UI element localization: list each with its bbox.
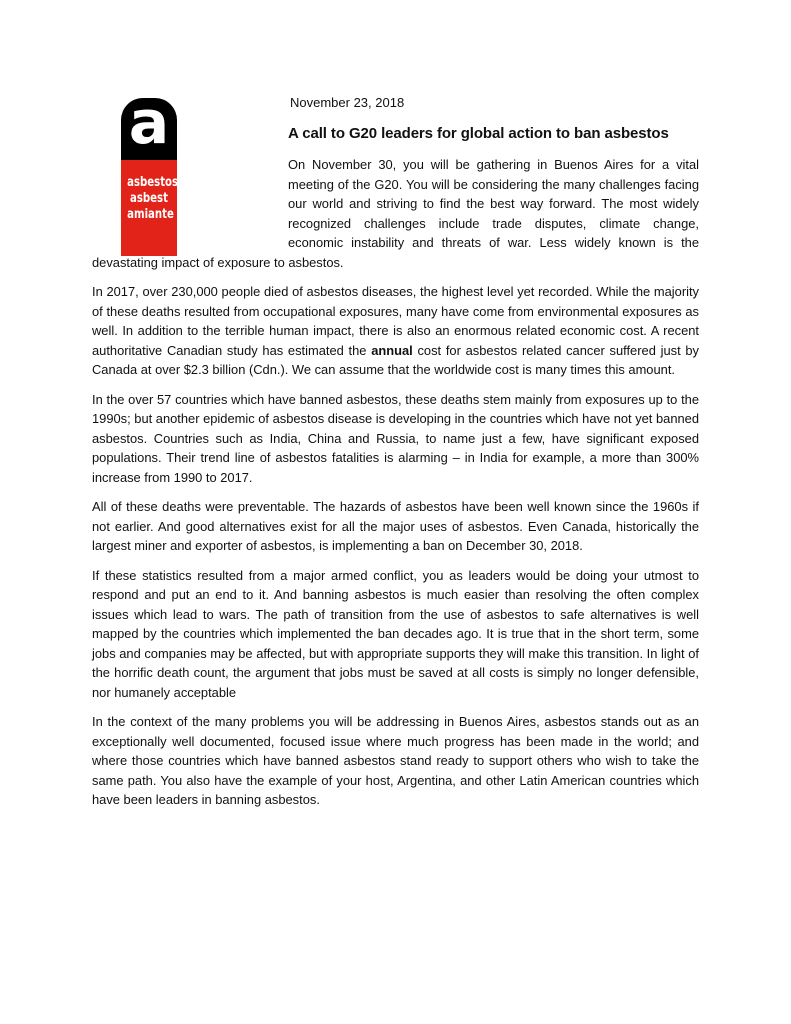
logo-word-asbestos: asbestos bbox=[127, 175, 179, 190]
paragraph-1: On November 30, you will be gathering in Buenos Aires for a vital meeting of the G20. You will be considering the many challenges facing our world and striving to find the best way forward. The most widely recognized challenges include trade disputes, climate change, economic instability and threats of war. Less widely known is the devastating impact of exposure to asbestos. bbox=[92, 157, 699, 270]
paragraph-4: All of these deaths were preventable. The hazards of asbestos have been well known since the 1960s if not earlier. And good alternatives exist for all the major uses of asbestos. Even Canada, historically the largest miner and exporter of asbestos, is implementing a ban on December 30, 2018. bbox=[92, 499, 699, 553]
letter-page bbox=[92, 0, 700, 1024]
paragraph-2 bbox=[92, 282, 699, 380]
logo-top-block bbox=[121, 98, 177, 160]
logo-wrap-spacer bbox=[92, 155, 288, 252]
paragraph-3: In the over 57 countries which have banned asbestos, these deaths stem mainly from exposures up to the 1990s; but another epidemic of asbestos disease is developing in the countries which have not yet banned asbestos. Countries such as India, China and Russia, to name just a few, have significant exposed populations. Their trend line of asbestos fatalities is alarming – in India for example, a more than 300% increase from 1990 to 2017. bbox=[92, 391, 699, 485]
logo-letter: a bbox=[128, 98, 170, 158]
letter-title: A call to G20 leaders for global action to ban asbestos bbox=[288, 125, 669, 142]
paragraph-2-text-b: cost for asbestos related cancer suffered just by Canada at over $2.3 billion (Cdn.). We can assume that the worldwide cost is many times this amount. bbox=[92, 342, 699, 377]
paragraph-6: In the context of the many problems you will be addressing in Buenos Aires, asbestos stands out as an exceptionally well documented, focused issue where much progress has been made in the world; and where those countries which have banned asbestos stand ready to support others who wish to take the same path. You also have the example of your host, Argentina, and other Latin American countries which have been leaders in banning asbestos. bbox=[92, 714, 699, 807]
logo-word-asbest: asbest bbox=[130, 191, 168, 206]
letter-date: November 23, 2018 bbox=[290, 95, 405, 110]
paragraph-2-text-a: In 2017, over 230,000 people died of asbestos diseases, the highest level yet recorded. While the majority of these deaths resulted from occupational exposures, many have come from environmental exposures as well. In addition to the terrible human impact, there is also an enormous related economic cost. A recent authoritative Canadian study has estimated the bbox=[92, 284, 699, 358]
letter-body bbox=[92, 155, 699, 820]
logo-word-amiante: amiante bbox=[127, 207, 174, 222]
paragraph-5: If these statistics resulted from a major armed conflict, you as leaders would be doing your utmost to respond and put an end to it. And banning asbestos is much easier than resolving the often complex issues which lead to wars. The path of transition from the use of asbestos to safe alternatives is well mapped by the countries which implemented the ban decades ago. It is true that in the short term, some jobs and companies may be affected, but with appropriate supports they will make this transition. In light of the horrific death count, the argument that jobs must be saved at all costs is simply no longer defensible, nor humanely acceptable bbox=[92, 567, 699, 700]
paragraph-2-bold-annual: annual bbox=[371, 342, 413, 358]
